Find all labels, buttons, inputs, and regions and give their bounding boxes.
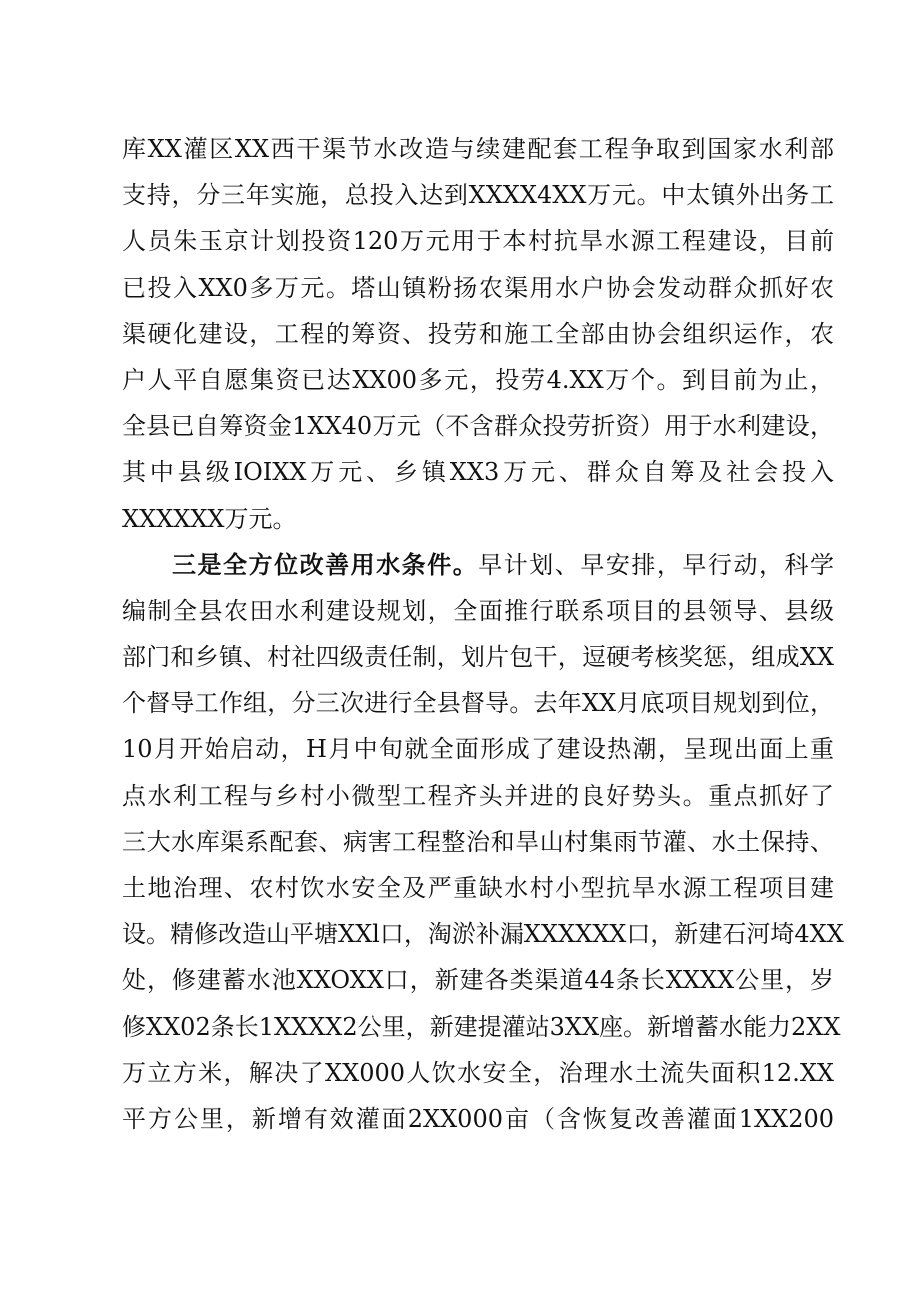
text-line: 万立方米，解决了XX000人饮水安全，治理水土流失面积12.XX	[122, 1058, 834, 1087]
text-line: 设。精修改造山平塘XXl口，淘淤补漏XXXXXX口，新建石河埼4XX	[122, 920, 844, 949]
document-body	[122, 126, 844, 1142]
text-line: XXXXXX万元。	[122, 504, 297, 533]
text-line: 修XX02条长1XXXX2公里，新建提灌站3XX座。新增蓄水能力2XX	[122, 1012, 841, 1041]
text-line: 已投入XX0多万元。塔山镇粉扬农渠用水户协会发动群众抓好农	[122, 273, 834, 302]
text-line: 个督导工作组，分三次进行全县督导。去年XX月底项目规划到位，	[122, 689, 834, 718]
text-line: 库XX灌区XX西干渠节水改造与续建配套工程争取到国家水利部	[122, 135, 834, 163]
paragraph-first-line	[122, 542, 834, 588]
text-line: 土地治理、农村饮水安全及严重缺水村小型抗旱水源工程项目建	[122, 874, 834, 902]
text-line: 平方公里，新增有效灌面2XX000亩（含恢复改善灌面1XX200	[122, 1104, 834, 1133]
paragraph-2	[122, 542, 844, 1142]
text-line: 三大水库渠系配套、病害工程整治和旱山村集雨节灌、水土保持、	[122, 827, 834, 856]
text-line: 编制全县农田水利建设规划，全面推行联系项目的县领导、县级	[122, 596, 834, 625]
text-line: 全县已自筹资金1XX40万元（不含群众投劳折资）用于水利建设，	[122, 412, 834, 441]
text-line: 处，修建蓄水池XXOXX口，新建各类渠道44条长XXXX公里，岁	[122, 966, 834, 995]
paragraph-first-line-text: 早计划、早安排，早行动，科学	[478, 550, 835, 579]
text-line: 户人平自愿集资已达XX00多元，投劳4.XX万个。到目前为止，	[122, 365, 834, 394]
text-line: 支持，分三年实施，总投入达到XXXX4XX万元。中太镇外出务工	[122, 181, 834, 210]
text-line: 点水利工程与乡村小微型工程齐头并进的良好势头。重点抓好了	[122, 781, 834, 810]
text-line: 人员朱玉京计划投资120万元用于本村抗旱水源工程建设，目前	[122, 227, 834, 256]
text-line: 10月开始启动，H月中旬就全面形成了建设热潮，呈现出面上重	[122, 735, 834, 764]
paragraph-1	[122, 126, 834, 542]
paragraph-heading: 三是全方位改善用水条件。	[172, 549, 479, 579]
text-line: 渠硬化建设，工程的筹资、投劳和施工全部由协会组织运作，农	[122, 319, 834, 348]
text-line: 其中县级IOIXX万元、乡镇XX3万元、群众自筹及社会投入	[122, 458, 834, 487]
text-line: 部门和乡镇、村社四级责任制，划片包干，逗硬考核奖惩，组成XX	[122, 643, 834, 672]
